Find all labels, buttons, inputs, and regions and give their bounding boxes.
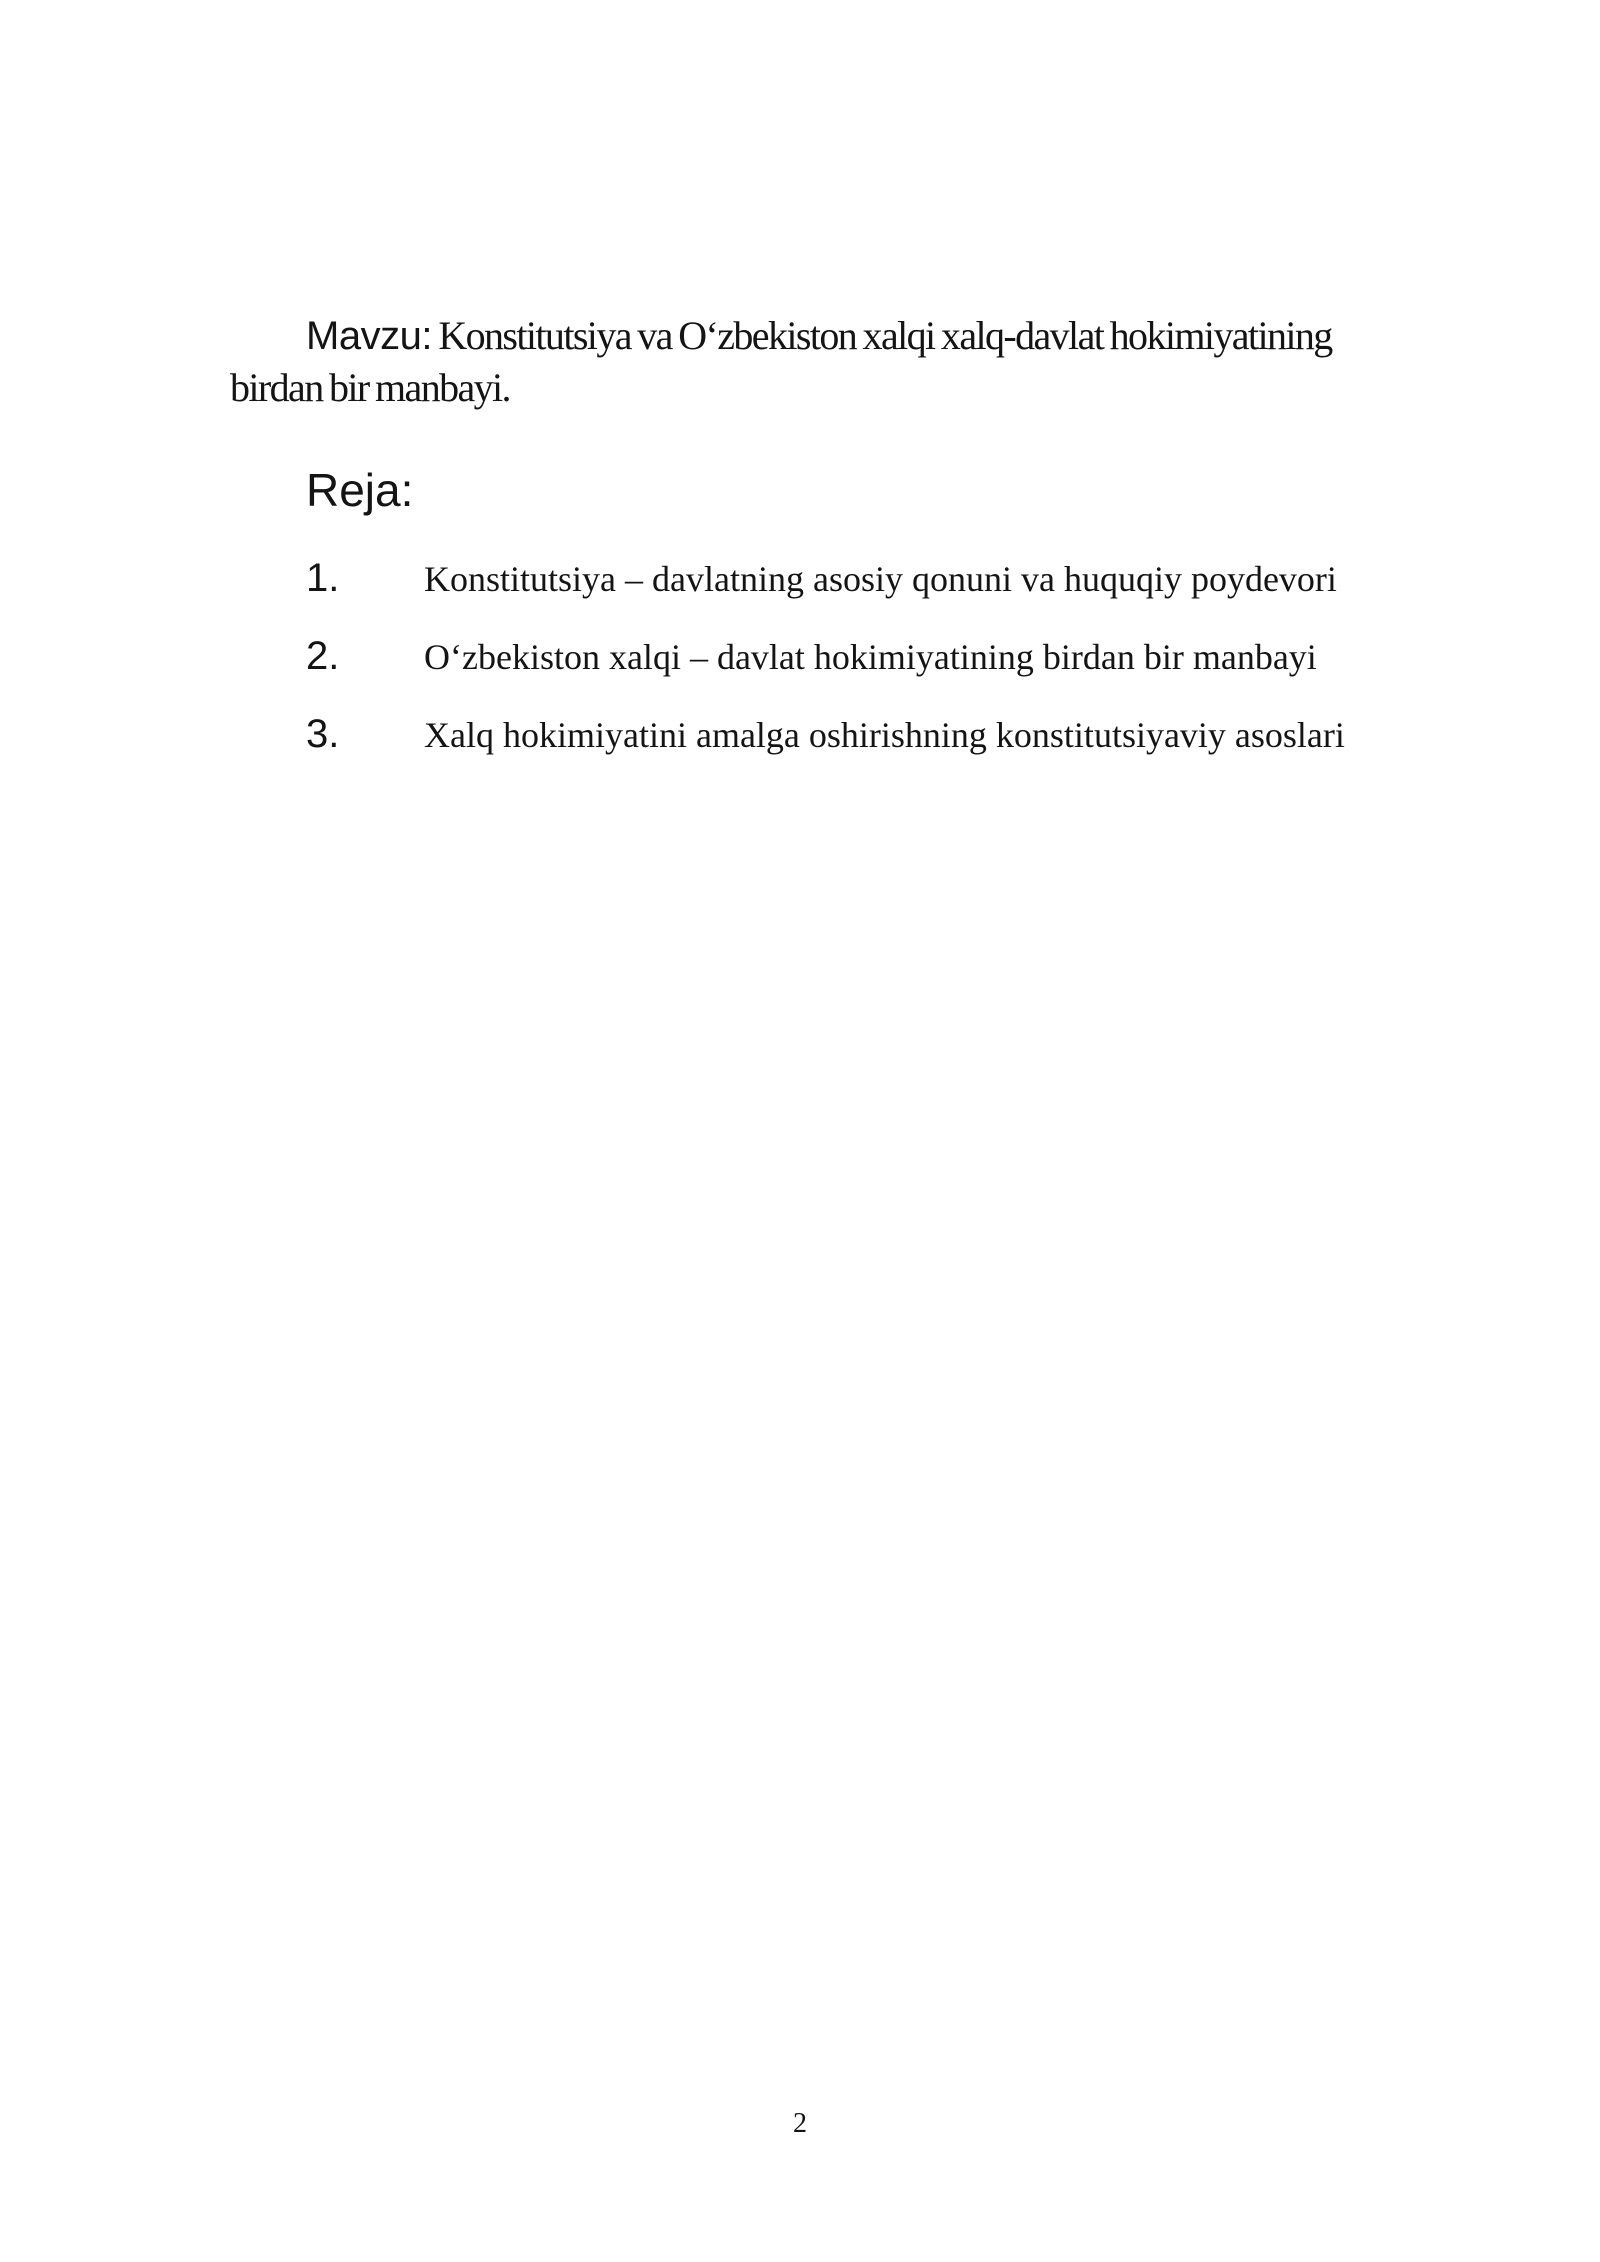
plan-list — [306, 556, 1426, 790]
plan-item — [306, 712, 1426, 790]
plan-item-number: 2. — [306, 634, 340, 678]
topic-paragraph — [230, 310, 1410, 414]
plan-item — [306, 634, 1426, 712]
plan-item-number: 3. — [306, 712, 340, 756]
plan-item-text: O‘zbekiston xalqi – davlat hokimiyatining birdan bir manbayi — [424, 637, 1317, 677]
plan-heading: Reja: — [306, 464, 414, 516]
plan-item — [306, 556, 1426, 634]
topic-lead-label: Mavzu: — [306, 314, 432, 358]
page-number: 2 — [793, 2108, 807, 2139]
plan-item-number: 1. — [306, 556, 340, 600]
plan-item-text: Konstitutsiya – davlatning asosiy qonuni va huquqiy poydevori — [424, 559, 1337, 599]
topic-text: Konstitutsiya va O‘zbekiston xalqi xalq-davlat hokimiyatining birdan bir manbayi. — [230, 313, 1332, 410]
plan-item-text: Xalq hokimiyatini amalga oshirishning konstitutsiyaviy asoslari — [424, 715, 1345, 755]
